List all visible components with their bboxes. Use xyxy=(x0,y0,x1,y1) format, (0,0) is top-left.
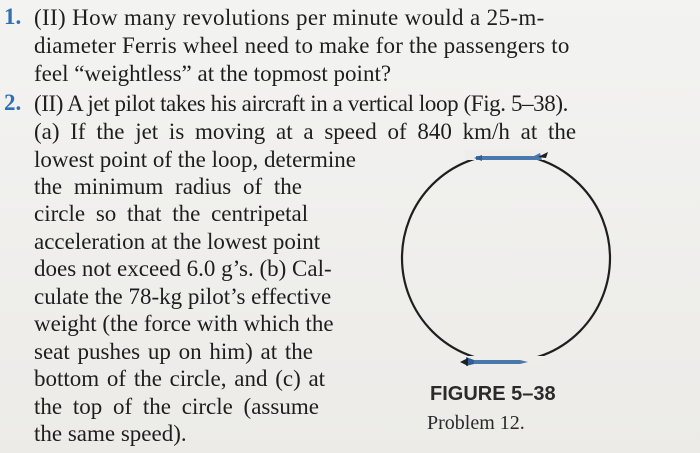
problem-2-line-11: bottom of the circle, and (c) at xyxy=(34,366,326,391)
problem-2-line-3: lowest point of the loop, determine xyxy=(34,147,356,172)
vertical-loop-figure xyxy=(370,148,640,378)
problem-2-line-1: (II) A jet pilot takes his aircraft in a vertical loop (Fig. 5–38). xyxy=(34,91,568,116)
problem-2-line-13: the same speed). xyxy=(34,421,187,446)
problem-1-line-2: diameter Ferris wheel need to make for the passengers to xyxy=(34,33,570,58)
problem-1-line-3: feel “weightless” at the topmost point? xyxy=(34,61,392,86)
problem-2-line-6: acceleration at the lowest point xyxy=(34,229,321,254)
problem-1-number: 1. xyxy=(4,4,22,29)
problem-2-line-10: seat pushes up on him) at the xyxy=(34,339,314,364)
problem-2-line-7: does not exceed 6.0 g’s. (b) Cal- xyxy=(34,256,332,281)
figure-caption: Problem 12. xyxy=(427,412,525,434)
problem-2-line-12: the top of the circle (assume xyxy=(34,394,319,419)
problem-1-line-1: (II) How many revolutions per minute would a 25-m- xyxy=(34,5,545,30)
problem-2-line-8: culate the 78-kg pilot’s effective xyxy=(34,284,332,309)
problem-2-line-4: the minimum radius of the xyxy=(34,174,303,199)
problem-2-line-2: (a) If the jet is moving at a speed of 840 km/h at the xyxy=(34,119,577,144)
figure-title: FIGURE 5–38 xyxy=(430,383,556,405)
problem-2-line-5: circle so that the centripetal xyxy=(34,201,309,226)
problem-2-line-9: weight (the force with which the xyxy=(34,311,334,336)
loop-circle xyxy=(402,154,610,362)
problem-2-number: 2. xyxy=(4,90,22,115)
